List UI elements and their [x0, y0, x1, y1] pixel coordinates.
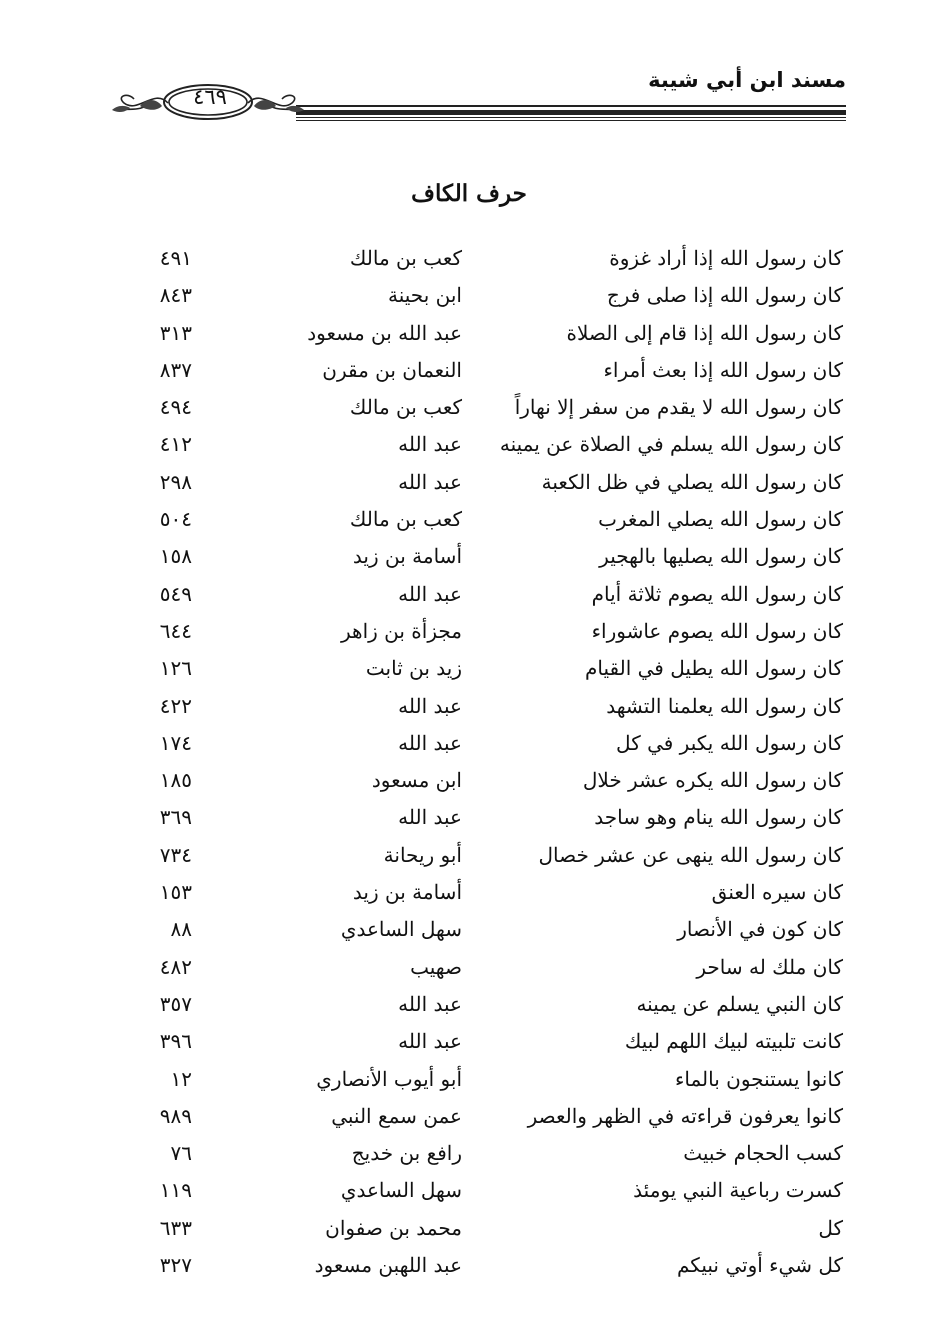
page-ref: ٤٢٢	[159, 693, 192, 718]
page-ref: ٣٢٧	[159, 1253, 192, 1278]
hadith-incipit: كسب الحجام خبيث	[683, 1141, 843, 1166]
index-row	[0, 1172, 938, 1209]
hadith-incipit: كان رسول الله إذا أراد غزوة	[609, 246, 843, 270]
narrator-name: أبو أيوب الأنصاري	[316, 1066, 462, 1091]
page-ref: ٤١٢	[159, 432, 192, 457]
narrator-name: ابن مسعود	[371, 768, 462, 793]
index-row	[0, 352, 938, 389]
index-row	[0, 240, 938, 277]
page-ref: ٤٨٢	[159, 954, 192, 979]
page-ref: ٧٦	[170, 1141, 192, 1166]
hadith-incipit: كان رسول الله يصلي المغرب	[598, 507, 843, 532]
page-ref: ٧٣٤	[159, 842, 192, 867]
hadith-incipit: كان رسول الله يسلم في الصلاة عن يمينه	[499, 432, 843, 457]
narrator-name: ابن بحينة	[388, 283, 462, 308]
hadith-incipit: كان رسول الله يصليها بالهجير	[599, 544, 843, 569]
index-table	[0, 240, 938, 1284]
hadith-incipit: كان رسول الله إذا صلى فرج	[606, 283, 843, 308]
index-row	[0, 1098, 938, 1135]
page-ref: ٣٦٩	[159, 805, 192, 830]
index-row	[0, 911, 938, 948]
narrator-name: أسامة بن زيد	[352, 544, 462, 569]
page-ref: ٥٠٤	[159, 507, 192, 532]
index-row	[0, 837, 938, 874]
index-row	[0, 874, 938, 911]
page-ref: ٨٨	[170, 917, 192, 942]
section-title: حرف الكاف	[411, 180, 527, 207]
narrator-name: كعب بن مالك	[349, 246, 462, 270]
narrator-name: عبد الله	[398, 805, 462, 830]
hadith-incipit: كل شيء أوتي نبيكم	[676, 1253, 843, 1278]
narrator-name: عمن سمع النبي	[331, 1103, 462, 1128]
book-title: مسند ابن أبي شيبة	[648, 68, 846, 92]
page-ref: ١٥٨	[159, 544, 192, 569]
narrator-name: عبد الله	[398, 432, 462, 457]
hadith-incipit: كان رسول الله يصوم ثلاثة أيام	[591, 581, 843, 606]
page-number: ٤٦٩	[193, 85, 227, 109]
hadith-incipit: كان سيره العنق	[711, 880, 843, 905]
hadith-incipit: كان رسول الله يطيل في القيام	[584, 656, 843, 681]
hadith-incipit: كسرت رباعية النبي يومئذ	[633, 1178, 843, 1203]
page-ref: ١٢	[170, 1066, 192, 1091]
page-ref: ٨٣٧	[159, 357, 192, 382]
index-row	[0, 949, 938, 986]
narrator-name: عبد الله	[398, 693, 462, 718]
hadith-incipit: كان رسول الله يعلمنا التشهد	[606, 693, 843, 718]
page-ref: ٤٩١	[159, 246, 192, 270]
index-row	[0, 986, 938, 1023]
page-ref: ١٧٤	[159, 730, 192, 755]
hadith-incipit: كانت تلبيته لبيك اللهم لبيك	[624, 1029, 843, 1054]
narrator-name: صهيب	[410, 954, 462, 979]
index-row	[0, 426, 938, 463]
page-ref: ٣٩٦	[159, 1029, 192, 1054]
hadith-incipit: كان رسول الله يصوم عاشوراء	[591, 618, 843, 643]
narrator-name: عبد الله	[398, 730, 462, 755]
index-row	[0, 389, 938, 426]
page-ref: ٩٨٩	[159, 1103, 192, 1128]
header-rule	[296, 105, 846, 121]
narrator-name: سهل الساعدي	[340, 1178, 462, 1203]
page-ref: ٢٩٨	[159, 469, 192, 494]
index-row	[0, 315, 938, 352]
index-row	[0, 538, 938, 575]
page-ref: ٨٤٣	[159, 283, 192, 308]
hadith-incipit: كان رسول الله يكره عشر خلال	[582, 768, 843, 793]
hadith-incipit: كان رسول الله إذا بعث أمراء	[603, 357, 843, 382]
narrator-name: كعب بن مالك	[349, 507, 462, 532]
hadith-incipit: كان النبي يسلم عن يمينه	[636, 991, 843, 1016]
narrator-name: أبو ريحانة	[383, 842, 462, 867]
index-row	[0, 725, 938, 762]
narrator-name: عبد الله	[398, 1029, 462, 1054]
narrator-name: كعب بن مالك	[349, 395, 462, 420]
narrator-name: محمد بن صفوان	[325, 1215, 462, 1240]
hadith-incipit: كانوا يعرفون قراءته في الظهر والعصر	[527, 1103, 843, 1128]
page-ref: ١٨٥	[159, 768, 192, 793]
page-ref: ٦٤٤	[159, 618, 192, 643]
page-ref: ٥٤٩	[159, 581, 192, 606]
page-ref: ١٢٦	[159, 656, 192, 681]
page-ref: ١١٩	[159, 1178, 192, 1203]
index-row	[0, 576, 938, 613]
hadith-incipit: كان ملك له ساحر	[696, 954, 843, 979]
index-row	[0, 464, 938, 501]
narrator-name: عبد اللهبن مسعود	[314, 1253, 462, 1278]
hadith-incipit: كان رسول الله لا يقدم من سفر إلا نهاراً	[514, 395, 843, 420]
hadith-incipit: كان كون في الأنصار	[677, 917, 843, 942]
narrator-name: عبد الله بن مسعود	[307, 320, 462, 345]
hadith-incipit: كانوا يستنجون بالماء	[674, 1066, 843, 1091]
index-row	[0, 1023, 938, 1060]
hadith-incipit: كان رسول الله ينام وهو ساجد	[594, 805, 843, 830]
index-row	[0, 1247, 938, 1284]
page-ref: ٤٩٤	[159, 395, 192, 420]
index-row	[0, 1210, 938, 1247]
narrator-name: عبد الله	[398, 581, 462, 606]
hadith-incipit: كان رسول الله يصلي في ظل الكعبة	[541, 469, 843, 494]
narrator-name: رافع بن خديج	[351, 1141, 462, 1166]
index-row	[0, 1061, 938, 1098]
narrator-name: عبد الله	[398, 469, 462, 494]
narrator-name: أسامة بن زيد	[352, 880, 462, 905]
narrator-name: سهل الساعدي	[340, 917, 462, 942]
index-row	[0, 1135, 938, 1172]
narrator-name: مجزأة بن زاهر	[341, 618, 462, 643]
page-ref: ٦٣٣	[159, 1215, 192, 1240]
index-row	[0, 762, 938, 799]
hadith-incipit: كل	[818, 1215, 843, 1240]
narrator-name: النعمان بن مقرن	[322, 357, 462, 382]
index-row	[0, 277, 938, 314]
index-row	[0, 688, 938, 725]
hadith-incipit: كان رسول الله ينهى عن عشر خصال	[538, 842, 843, 867]
index-row	[0, 799, 938, 836]
narrator-name: عبد الله	[398, 991, 462, 1016]
page-header	[0, 0, 938, 140]
page-ref: ١٥٣	[159, 880, 192, 905]
hadith-incipit: كان رسول الله إذا قام إلى الصلاة	[566, 320, 843, 345]
index-row	[0, 501, 938, 538]
index-row	[0, 650, 938, 687]
index-row	[0, 613, 938, 650]
page-ref: ٣٥٧	[159, 991, 192, 1016]
hadith-incipit: كان رسول الله يكبر في كل	[616, 730, 843, 755]
page-ref: ٣١٣	[159, 320, 192, 345]
narrator-name: زيد بن ثابت	[365, 656, 462, 681]
